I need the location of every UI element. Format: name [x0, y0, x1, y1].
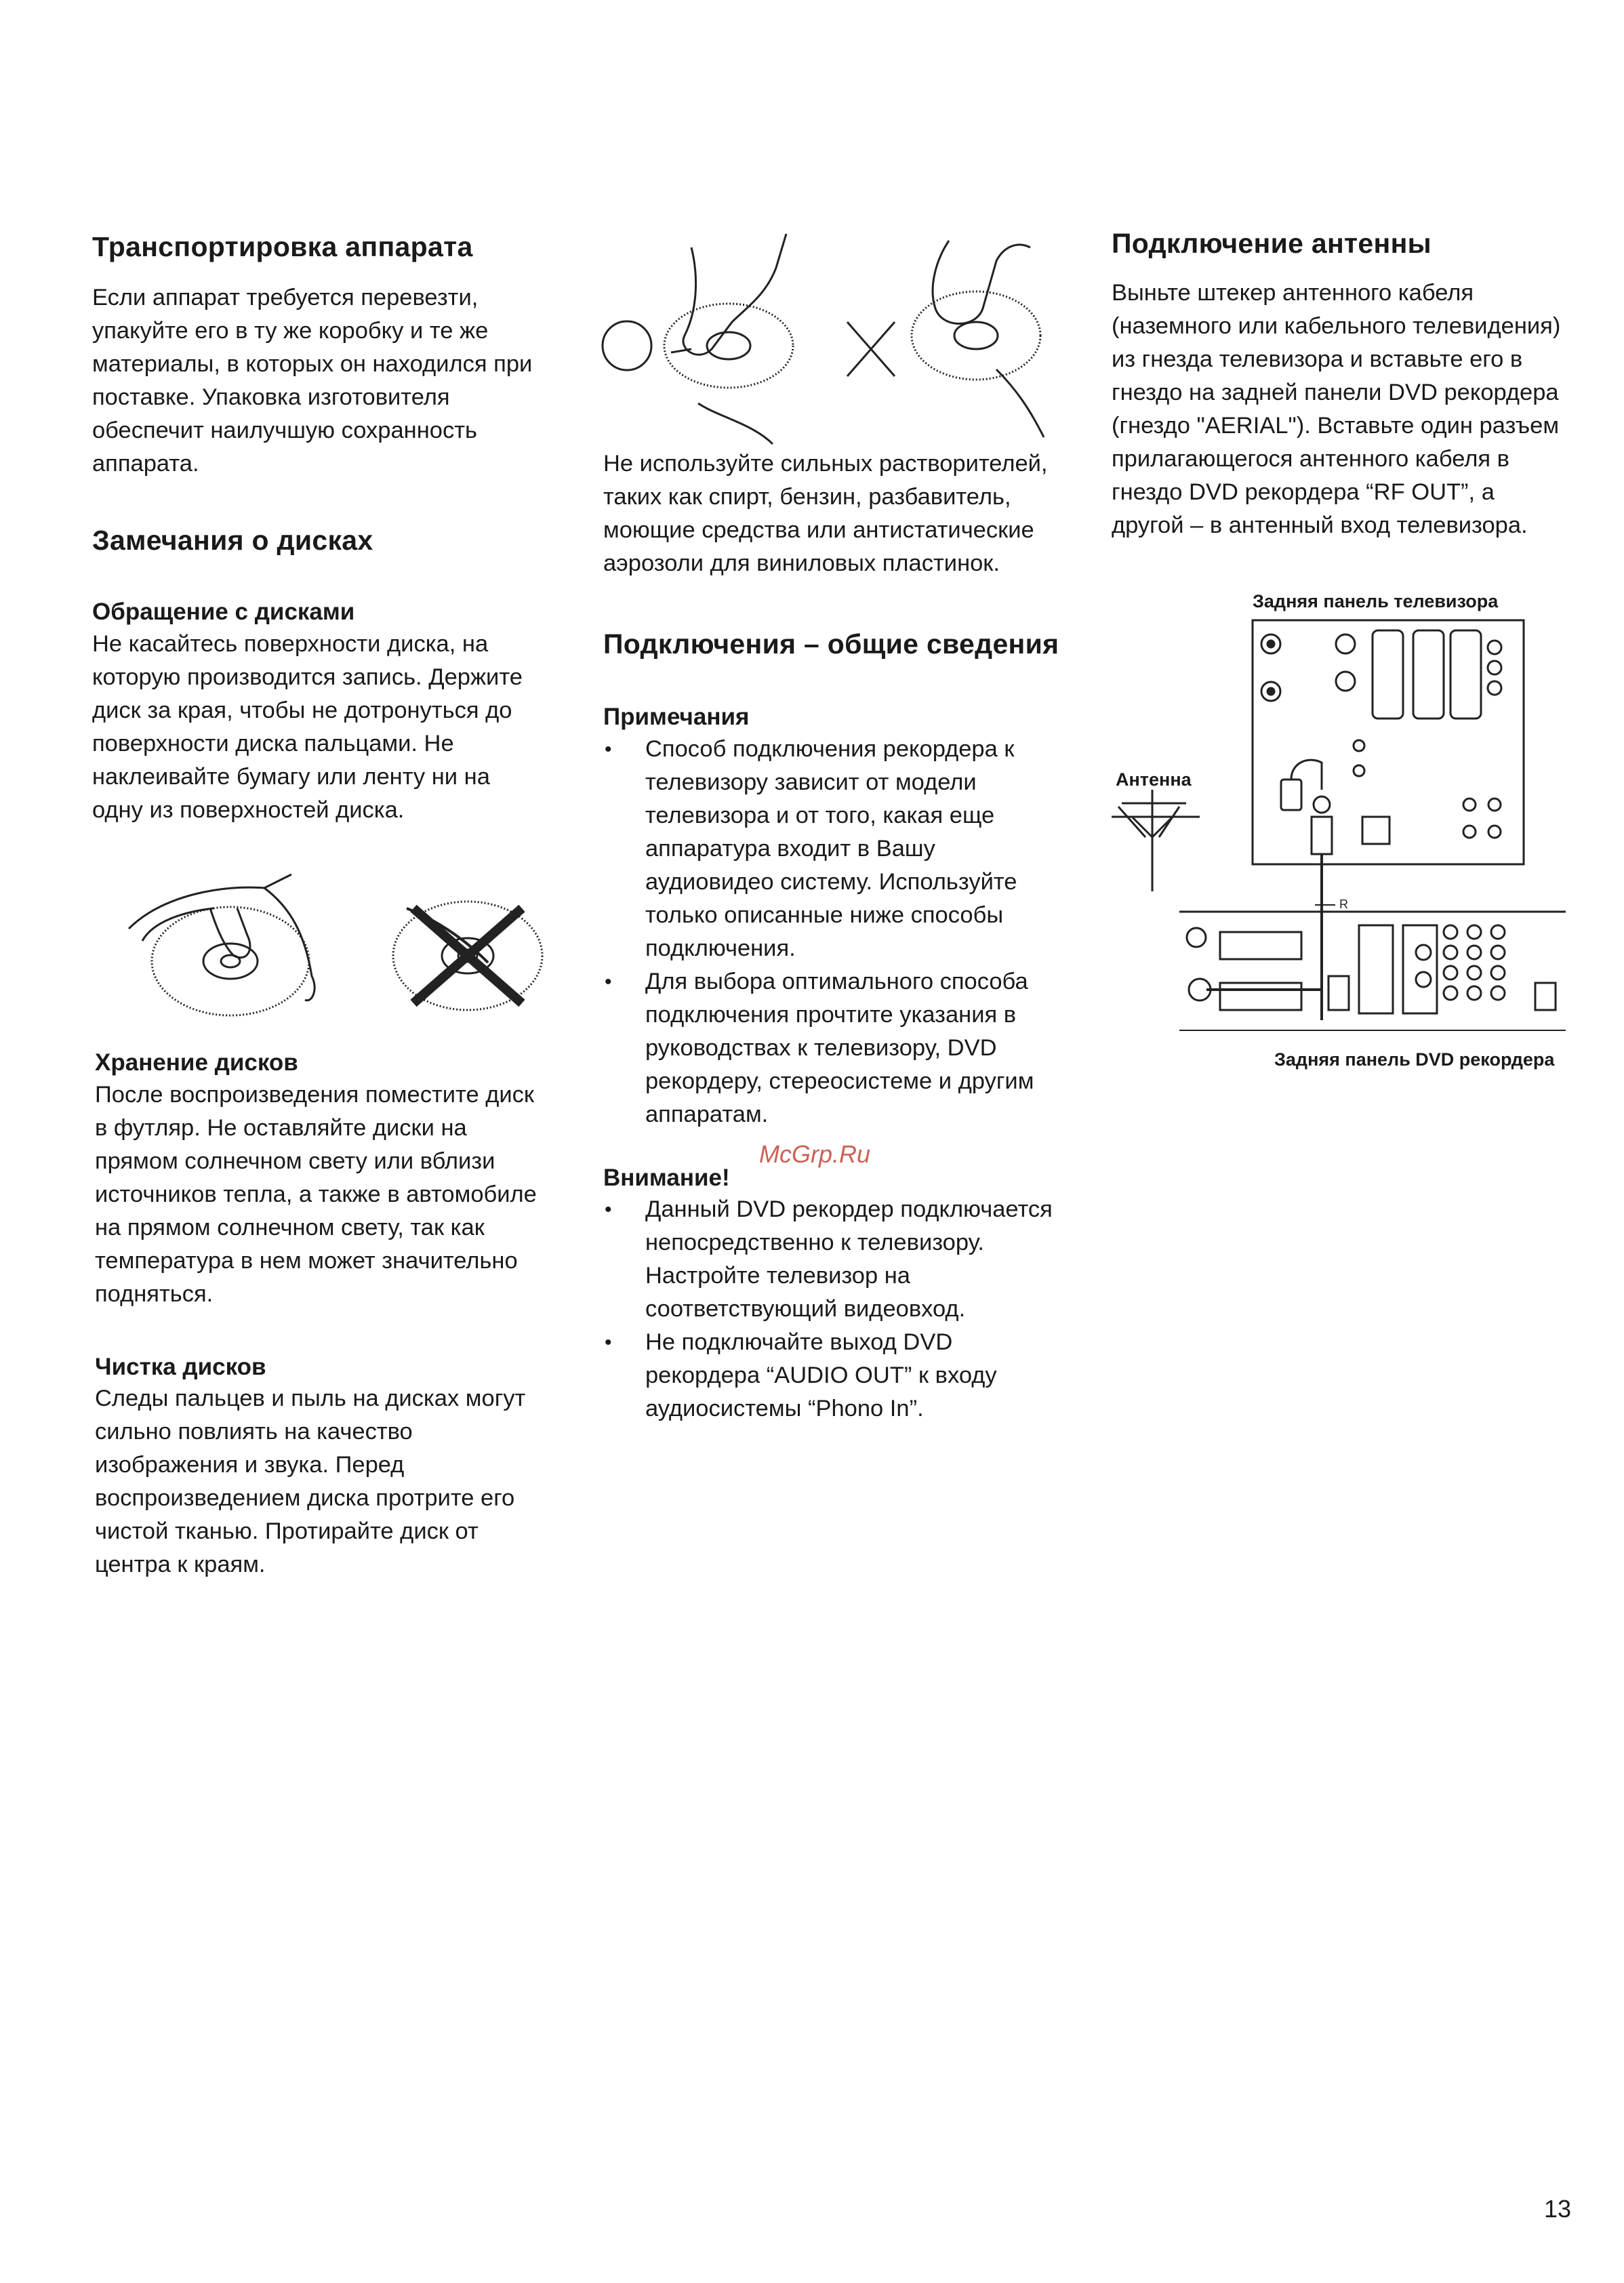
list-item: • Данный DVD рекордер подключается непосредственно к телевизору. Настройте телевизор на соответствующий видеовход. — [603, 1193, 1064, 1326]
disc-wipe-circular-icon — [912, 241, 1044, 437]
middle-column — [603, 447, 1064, 1426]
antenna-text: Выньте штекер антенного кабеля (наземного или кабельного телевидения) из гнезда телевизора и вставьте его в гнездо на задней панели DVD рекордера (гнездо "AERIAL"). Вставьте один разъем прилагающегося антенного кабеля в гнездо DVD рекордера “RF OUT”, а другой – в антенный вход телевизора. — [1112, 280, 1561, 539]
solvents-text: Не используйте сильных растворителей, таких как спирт, бензин, разбавитель, моющие средства или антистатические аэрозоли для виниловых пластинок. — [603, 451, 1048, 576]
right-column — [1112, 227, 1572, 542]
antenna-caption: Антенна — [1116, 769, 1192, 790]
antenna-connection-diagram — [1105, 613, 1579, 1047]
disc-correct-hold-icon — [129, 874, 314, 1015]
discs-title: Замечания о дисках — [92, 525, 373, 557]
warning-title: Внимание! — [603, 1164, 730, 1191]
watermark: McGrp.Ru — [759, 1140, 871, 1168]
dvd-rf-socket-icon — [1187, 928, 1206, 947]
connections-title: Подключения – общие сведения — [603, 628, 1059, 660]
notes-title: Примечания — [603, 704, 750, 731]
list-item: • Для выбора оптимального способа подключения прочтите указания в руководствах к телевизору, DVD рекордеру, стереосистеме и другим аппаратам. — [603, 965, 1064, 1131]
storage-title: Хранение дисков — [95, 1049, 298, 1076]
tv-back-panel — [1253, 620, 1524, 864]
disc-handling-illustration — [88, 881, 549, 1030]
left-column — [92, 230, 540, 827]
page-number: 13 — [1544, 2195, 1572, 2223]
storage-text: После воспроизведения поместите диск в футляр. Не оставляйте диски на прямом солнечном свету или вблизи источников тепла, а также в автомобиле на прямом солнечном свету, так как температура в нем может значительно подняться. — [95, 1081, 537, 1307]
disc-cleaning-illustration — [596, 234, 1071, 444]
correct-circle-icon — [603, 321, 651, 370]
dvd-panel-caption: Задняя панель DVD рекордера — [1274, 1049, 1555, 1070]
handling-title: Обращение с дисками — [92, 599, 355, 626]
r-marker-label: R — [1339, 897, 1348, 911]
disc-wipe-center-out-icon — [664, 234, 793, 444]
antenna-title: Подключение антенны — [1112, 228, 1432, 259]
list-item: • Способ подключения рекордера к телевизору зависит от модели телевизора и от того, какая еще аппаратура входит в Вашу аудиовидео систему. Используйте только описанные ниже способы подключения. — [603, 733, 1064, 965]
list-item: • Не подключайте выход DVD рекордера “AUDIO OUT” к входу аудиосистемы “Phono In”. — [603, 1326, 1064, 1426]
warnings-list — [603, 1193, 1064, 1426]
antenna-icon — [1112, 790, 1200, 891]
transport-text: Если аппарат требуется перевезти, упакуйте его в ту же коробку и те же материалы, в которых он находился при поставке. Упаковка изготовителя обеспечит наилучшую сохранность аппарата. — [92, 285, 533, 477]
notes-list — [603, 733, 1064, 1131]
scart-socket-icon — [1373, 630, 1403, 719]
tv-panel-caption: Задняя панель телевизора — [1253, 591, 1499, 611]
disc-wrong-hold-icon — [393, 902, 542, 1010]
cleaning-text: Следы пальцев и пыль на дисках могут сильно повлиять на качество изображения и звука. Перед воспроизведением диска протрите его чистой тканью. Протирайте диск от центра к краям. — [95, 1386, 526, 1577]
wrong-cross-icon — [847, 322, 895, 376]
transport-title: Транспортировка аппарата — [92, 231, 473, 262]
cleaning-title: Чистка дисков — [95, 1353, 266, 1380]
handling-text: Не касайтесь поверхности диска, на которую производится запись. Держите диск за края, чтобы не дотронуться до поверхности диска пальцами. Не наклеивайте бумагу или ленту ни на одну из поверхностей диска. — [92, 630, 523, 823]
left-column-lower — [95, 1047, 542, 1581]
